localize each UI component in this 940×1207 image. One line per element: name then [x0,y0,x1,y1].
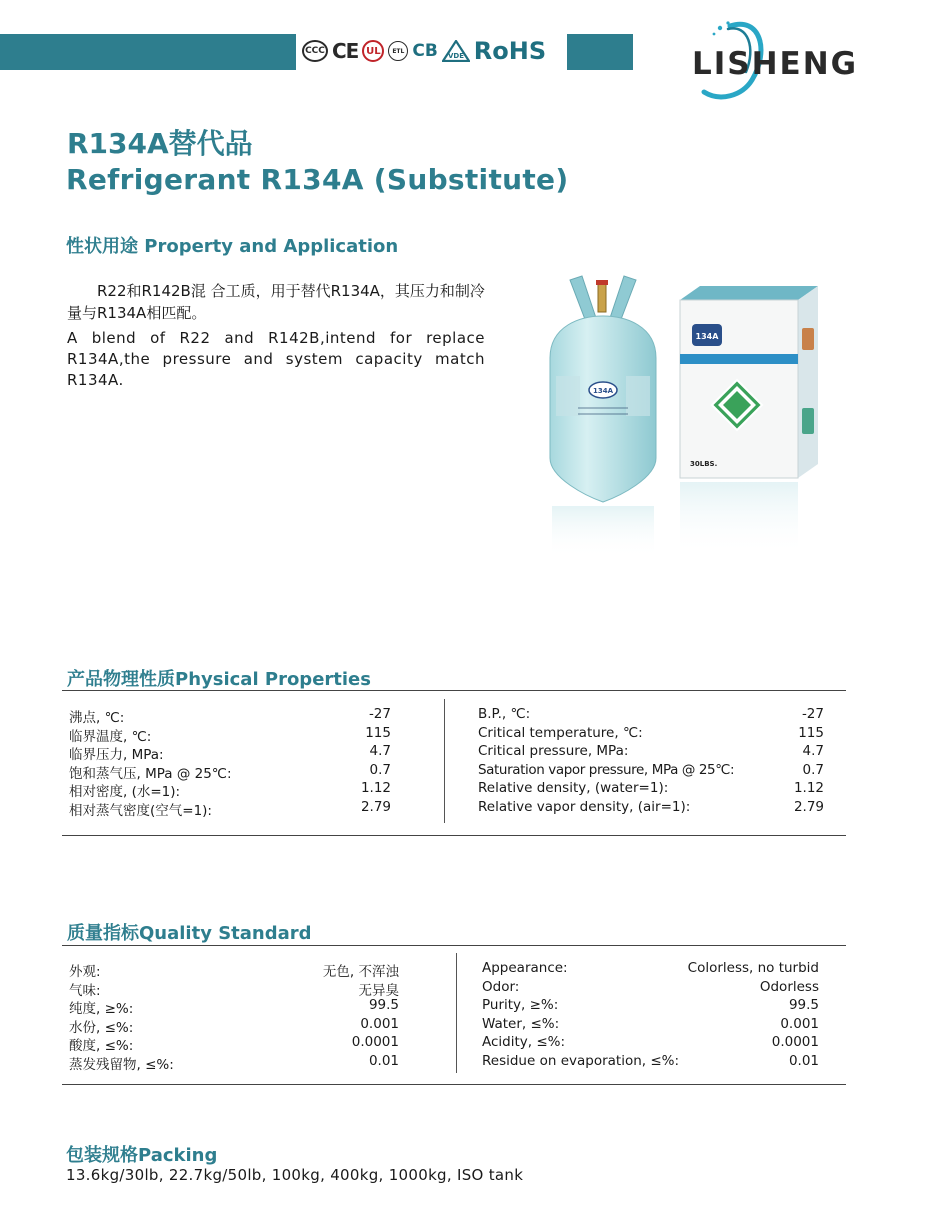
row-label: Appearance: [482,960,568,976]
box-icon [680,286,818,478]
table-row [482,1016,819,1034]
row-value: 0.0001 [351,1034,399,1050]
etl-mark-icon: ETL [388,41,408,61]
row-label: Residue on evaporation, ≤%: [482,1052,680,1069]
row-value: -27 [368,706,391,722]
valve-icon [598,282,606,312]
box-weight: 30LBS. [690,460,718,468]
page-title-cn: R134A替代品 [67,127,253,160]
svg-text:VDE: VDE [447,52,464,60]
section-heading-physical: 产品物理性质Physical Properties [67,669,371,690]
ul-mark-icon: UL [362,40,384,62]
row-label: 饱和蒸气压, MPa @ 25℃: [69,765,232,782]
physical-bottom-rule [62,835,846,836]
table-row [482,979,819,997]
table-row [69,1016,399,1034]
row-label: 外观: [69,964,101,980]
row-label: Saturation vapor pressure, MPa @ 25℃: [478,761,735,778]
certification-marks [302,33,546,69]
section-heading-property: 性状用途 Property and Application [66,236,399,257]
table-row [69,706,391,724]
row-value: 0.7 [802,761,824,778]
row-label: 相对蒸气密度(空气=1): [69,802,212,819]
table-row [69,997,399,1015]
row-label: 水份, ≤%: [69,1019,134,1036]
table-row [69,799,391,817]
row-label: Odor: [482,978,520,995]
table-row [69,762,391,780]
table-row [69,1034,399,1052]
product-image [540,268,840,568]
table-row [69,725,391,743]
brand-logo [690,20,859,105]
row-value: 99.5 [788,997,819,1013]
row-label: Critical temperature, ℃: [478,724,643,741]
ccc-mark-icon: CCC [302,40,328,62]
table-row [69,780,391,798]
table-row [478,743,824,761]
row-value: 2.79 [793,798,824,815]
row-label: 临界温度, ℃: [69,728,152,745]
section-heading-packing: 包装规格Packing [66,1145,218,1166]
packing-options: 13.6kg/30lb, 22.7kg/50lb, 100kg, 400kg, 1000kg, ISO tank [66,1166,524,1184]
quality-divider [456,953,457,1073]
row-label: B.P., ℃: [478,706,531,722]
table-row [482,1053,819,1071]
row-label: Acidity, ≤%: [482,1034,566,1050]
row-label: Purity, ≥%: [482,997,559,1013]
box-label: 134A [695,332,719,341]
page-title-en: Refrigerant R134A (Substitute) [66,163,569,196]
table-row [69,1053,399,1071]
description-cn: R22和R142B混 合工质，用于替代R134A，其压力和制冷量与R134A相匹配。 [67,282,485,322]
row-label: 相对密度, (水=1): [69,784,181,800]
row-value: 4.7 [369,743,391,759]
table-row [482,960,819,978]
table-row [478,725,824,743]
row-value: 无色, 不浑浊 [322,964,399,980]
cb-mark-icon: CB [412,41,438,61]
row-value: 0.001 [780,1015,819,1032]
row-value: 1.12 [360,780,391,796]
cylinder-label: 134A [592,387,614,395]
row-label: Water, ≤%: [482,1015,560,1032]
row-label: 临界压力, MPa: [69,747,164,763]
table-row [478,706,824,724]
quality-top-rule [62,945,846,946]
description-en: A blend of R22 and R142B,intend for replace R134A,the pressure and system capacity match R134A. [67,329,485,389]
row-label: Relative density, (water=1): [478,780,669,796]
row-value: 4.7 [802,743,824,759]
row-value: 2.79 [360,798,391,815]
table-row [478,799,824,817]
row-value: Odorless [759,978,819,995]
vde-mark-icon [442,40,470,62]
row-value: 0.001 [360,1015,399,1032]
row-value: 0.0001 [771,1034,819,1050]
row-value: 无异臭 [358,982,399,999]
row-value: -27 [801,706,824,722]
quality-bottom-rule [62,1084,846,1085]
row-label: Relative vapor density, (air=1): [478,798,691,815]
row-value: 99.5 [368,997,399,1013]
row-label: 酸度, ≤%: [69,1038,134,1054]
row-value: Colorless, no turbid [687,960,819,976]
row-value: 115 [365,724,391,741]
row-label: 气味: [69,982,101,999]
row-label: 沸点, ℃: [69,710,125,726]
table-row [482,1034,819,1052]
row-value: 1.12 [793,780,824,796]
ce-mark-icon: CE [332,39,359,63]
table-row [478,762,824,780]
header-band-right [567,34,633,70]
row-value: 115 [798,724,824,741]
section-heading-quality: 质量指标Quality Standard [67,923,312,944]
row-label: 纯度, ≥%: [69,1001,134,1017]
brand-name: LISHENG [692,46,859,82]
row-value: 0.01 [788,1052,819,1069]
header-band-left [0,34,296,70]
rohs-mark-icon: RoHS [473,37,547,65]
table-row [69,960,399,978]
table-row [482,997,819,1015]
table-row [69,979,399,997]
physical-divider [444,699,445,823]
row-value: 0.01 [368,1052,399,1069]
physical-top-rule [62,690,846,691]
table-row [69,743,391,761]
table-row [478,780,824,798]
row-label: Critical pressure, MPa: [478,743,629,759]
row-label: 蒸发残留物, ≤%: [69,1056,174,1073]
row-value: 0.7 [369,761,391,778]
